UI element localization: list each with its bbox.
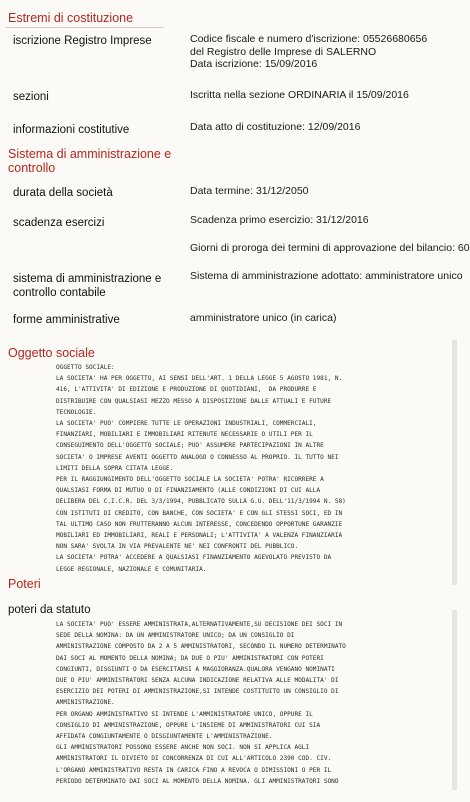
text-line: MOBILIARI ED IMMOBILIARI, REALI E PERSONALI; L'ATTIVITA' A VALENZA FINANZIARIA [56,532,343,540]
poteri-text [56,619,426,787]
section-title-costituzione: Estremi di costituzione [8,11,134,25]
text-line: LIMITI DELLA SOPRA CITATA LEGGE. [56,464,174,472]
oggetto-sociale-text [56,362,426,575]
text-line: QUALSIASI FORMA DI MUTUO O DI FINANZIAMENTO (ALLE CONDIZIONI DI CUI ALLA [56,487,321,495]
value-line: Data termine: 31/12/2050 [190,185,309,197]
value-forme-amministrative [190,312,336,325]
value-line: Data iscrizione: 15/09/2016 [190,58,318,70]
value-sistema-amministrazione [190,270,463,283]
text-line: CON ISTITUTI DI CREDITO, CON BANCHE, CON SOCIETA' E CON GLI STESSI SOCI, ED IN [56,509,343,517]
text-line: PER IL RAGGIUNGIMENTO DELL'OGGETTO SOCIALE LA SOCIETA' POTRA' RICORRERE A [56,476,324,484]
label-forme-amministrative: forme amministrative [13,314,120,326]
text-line: LA SOCIETA' PUO' COMPIERE TUTTE LE OPERAZIONI INDUSTRIALI, COMMERCIALI, [56,420,317,428]
text-line: ESERCIZIO DEI POTERI DI AMMINISTRAZIONE,SI INTENDE COSTITUITO UN CONSIGLIO DI [56,688,339,696]
text-line: SOCIETA' O IMPRESE AVENTI OGGETTO ANALOGO O CONNESSO AL PROPRIO. IL TUTTO NEI [56,453,339,461]
value-sezioni [190,89,409,102]
text-line: SEDE DELLA NOMINA: DA UN AMMINISTRATORE UNICO; DA UN CONSIGLIO DI [56,632,295,640]
text-line: PERIODO DETERMINATO DAI SOCI AL MOMENTO DELLA NOMINA. GLI AMMINISTRATORI SONO [56,777,339,785]
value-text: amministratore unico [190,312,288,324]
text-line: OGGETTO SOCIALE: [56,364,115,371]
text-line: AMMINISTRAZIONE COMPOSTO DA 2 A 5 AMMINISTRATORI, SECONDO IL NUMERO DETERMINATO [56,643,346,651]
label-line: sistema di amministrazione e [13,273,162,285]
label-durata-societa: durata della società [13,187,113,199]
text-line: DELIBERA DEL C.I.C.R. DEL 3/3/1994, PUBBLICATO SULLA G.U. DELL'11/3/1994 N. 58) [56,498,346,506]
text-line: LA SOCIETA' POTRA' ACCEDERE A QUALSIASI FINANZIAMENTO AGEVOLATO PREVISTO DA [56,554,332,562]
value-line: del Registro delle Imprese di SALERNO [190,45,377,58]
scroll-track [452,340,457,585]
scroll-track [452,610,457,790]
poteri-da-statuto-label: poteri da statuto [8,604,91,616]
text-line: LA SOCIETA' HA PER OGGETTO, AI SENSI DELL'ART. 1 DELLA LEGGE 5 AGOSTO 1981, N. [56,375,343,383]
value-line: Sistema di amministrazione adottato: amministratore unico [190,270,463,282]
text-line: NON SARA' SVOLTA IN VIA PREVALENTE NE' NEI CONFRONTI DEL PUBBLICO. [56,543,299,551]
label-scadenza-esercizi: scadenza esercizi [13,217,105,229]
text-line: TECNOLOGIE. [56,408,97,416]
title-line: Sistema di amministrazione e [8,147,172,161]
text-line: FINANZIARI, MOBILIARI E IMMOBILIARI RITENUTE NECESSARIE O UTILI PER IL [56,431,313,439]
label-sezioni: sezioni [13,91,49,103]
text-line: CONSEGUIMENTO DELL'OGGETTO SOCIALE; PUO' ASSUMERE PARTECIPAZIONI IN ALTRE [56,442,324,450]
text-line: 416, L'ATTIVITA' DI EDIZIONE E PRODUZIONE DI QUOTIDIANI, DA PRODURRE E [56,386,317,394]
value-durata-societa [190,185,309,198]
text-line: CONGIUNTI, DISGIUNTI O DA ESERCITARSI A MAGGIORANZA.QUALORA VENGANO NOMINATI [56,665,335,673]
text-line: PER ORGANO AMMINISTRATIVO SI INTENDE L'AMMINISTRATORE UNICO, OPPURE IL [56,710,313,718]
divider [6,27,164,28]
text-line: DAI SOCI AL MOMENTO DELLA NOMINA; DA DUE O PIU' AMMINISTRATORI CON POTERI [56,654,324,662]
text-line: AMMINISTRAZIONE. [56,699,115,707]
value-scadenza-esercizi [190,214,369,227]
value-line: Giorni di proroga dei termini di approvazione del bilancio: 60 [190,242,470,254]
text-line: DISTRIBUIRE CON QUALSIASI MEZZO MESSO A DISPOSIZIONE DALLE ATTUALI E FUTURE [56,397,332,405]
text-line: L'ORGANO AMMINISTRATIVO RESTA IN CARICA FINO A REVOCA O DIMISSIONI O PER IL [56,766,332,774]
text-line: TAL ULTIMO CASO NON FRUTTERANNO ALCUN INTERESSE, CONCEDENDO OPPORTUNE GARANZIE [56,520,343,528]
text-line: GLI AMMINISTRATORI POSSONO ESSERE ANCHE NON SOCI. NON SI APPLICA AGLI [56,744,310,752]
text-line: LA SOCIETA' PUO' ESSERE AMMINISTRATA,ALTERNATIVAMENTE,SU DECISIONE DEI SOCI IN [56,621,343,628]
value-text: (in carica) [290,312,337,324]
label-sistema-amministrazione [13,272,161,300]
text-line: AMMINISTRATORI IL DIVIETO DI CONCORRENZA DI CUI ALL'ARTICOLO 2390 COD. CIV. [56,755,332,763]
value-informazioni-costitutive [190,121,360,134]
value-line: Data atto di costituzione: 12/09/2016 [190,121,361,133]
section-title-oggetto-sociale: Oggetto sociale [8,346,95,360]
value-iscrizione-registro [190,33,427,71]
label-iscrizione-registro: iscrizione Registro Imprese [13,35,152,47]
label-line: controllo contabile [13,287,106,299]
section-title-poteri: Poteri [8,577,41,591]
text-line: CONSIGLIO DI AMMINISTRAZIONE, OPPURE L'INSIEME DI AMMINISTRATORI CUI SIA [56,721,321,729]
label-informazioni-costitutive: informazioni costitutive [13,124,130,136]
value-line: Codice fiscale e numero d'iscrizione: 05526680656 [190,33,428,45]
value-line: Scadenza primo esercizio: 31/12/2016 [190,214,369,226]
text-line: DUE O PIU' AMMINISTRATORI SENZA ALCUNA INDICAZIONE RELATIVA ALLE MODALITA' DI [56,677,339,685]
value-line: Iscritta nella sezione ORDINARIA il 15/09/2016 [190,89,409,101]
value-giorni-proroga [190,242,470,255]
text-line: AFFIDATA CONGIUNTAMENTE O DISGIUNTAMENTE L'AMMINISTRAZIONE. [56,733,273,741]
text-line: LEGGE REGIONALE, NAZIONALE E COMUNITARIA. [56,565,207,573]
title-line: controllo [8,161,56,175]
section-title-amministrazione [8,147,171,175]
